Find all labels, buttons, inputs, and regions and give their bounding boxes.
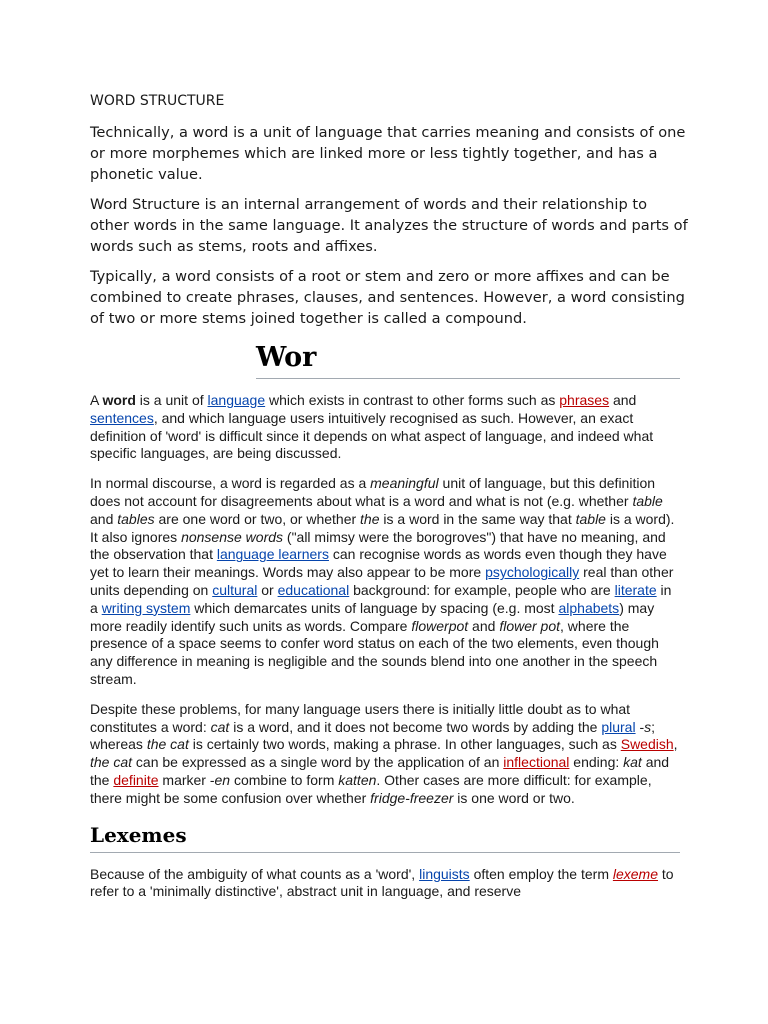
- text: unit of language, but this definition does not account for disagreements about what is a word and what is not (e.g. whether: [90, 475, 656, 509]
- text: to refer to a 'minimally distinctive', abstract unit in language, and reserve: [90, 865, 674, 900]
- text: is a word in the same way that: [379, 510, 576, 527]
- wiki-paragraph-3: [90, 701, 680, 808]
- text: can be expressed as a single word by the application of an: [132, 754, 504, 771]
- section-heading-word: Wor: [256, 340, 680, 379]
- text: is a word). It also ignores: [90, 510, 675, 545]
- text: marker -: [158, 771, 215, 788]
- link-writing-system[interactable]: writing system: [101, 599, 191, 616]
- italic-term: en: [214, 771, 231, 788]
- text: ending:: [569, 754, 624, 771]
- italic-term: lexeme: [612, 865, 659, 882]
- italic-term: katten: [338, 771, 377, 788]
- section-heading-lexemes: Lexemes: [90, 822, 680, 853]
- wiki-excerpt: [90, 340, 680, 901]
- wiki-paragraph-4: [90, 866, 680, 902]
- text: , where the presence of a space seems to confer word status on each of the two elements, even though any difference in meaning is negligible and the sounds blend into one another in the speech stream.: [90, 617, 659, 687]
- text: and: [609, 392, 637, 408]
- text: which exists in contrast to other forms such as: [265, 392, 560, 408]
- text: ,: [673, 736, 678, 753]
- text: can recognise words as words even though they have yet to learn their meanings. Words may also appear to be more: [90, 546, 667, 581]
- italic-term: table: [575, 510, 606, 527]
- italic-term: the cat: [146, 736, 189, 753]
- text: . Other cases are more difficult: for example, there might be some confusion over whether: [90, 771, 652, 806]
- link-alphabets[interactable]: alphabets: [558, 599, 620, 616]
- link-language[interactable]: language: [207, 392, 266, 408]
- text: , and which language users intuitively recognised as such. However, an exact definition of 'word' is difficult since it depends on what aspect of language, and indeed what specific languages, are being discussed.: [90, 409, 654, 462]
- link-swedish[interactable]: Swedish: [620, 736, 674, 753]
- text: ) may more readily identify such units as words. Compare: [90, 599, 655, 634]
- intro-paragraph-3: Typically, a word consists of a root or stem and zero or more affixes and can be combined to create phrases, clauses, and sentences. However, a word consisting of two or more stems joined together is called a compound.: [90, 268, 685, 327]
- text: is certainly two words, making a phrase. In other languages, such as: [188, 736, 621, 753]
- intro-section: [90, 92, 690, 338]
- link-definite[interactable]: definite: [113, 771, 159, 788]
- text: A: [90, 392, 103, 408]
- text: ("all mimsy were the borogroves") that have no meaning, and the observation that: [90, 528, 666, 563]
- link-phrases[interactable]: phrases: [559, 392, 610, 408]
- italic-term: table: [632, 492, 663, 509]
- text: is a unit of: [135, 392, 208, 408]
- intro-paragraph-1: Technically, a word is a unit of language that carries meaning and consists of one or more morphemes which are linked more or less tightly together, and has a phonetic value.: [90, 124, 686, 183]
- text: In normal discourse, a word is regarded as a: [90, 475, 371, 492]
- text: are one word or two, or whether: [154, 510, 361, 527]
- text: often employ the term: [469, 865, 613, 882]
- link-lexeme[interactable]: [613, 866, 658, 882]
- text: real than other units depending on: [90, 564, 674, 598]
- text: ; whereas: [90, 718, 656, 753]
- text: is one word or two.: [453, 789, 575, 806]
- link-plural[interactable]: plural: [601, 718, 636, 735]
- text: Despite these problems, for many language users there is initially little doubt as to what constitutes a word:: [90, 700, 631, 735]
- italic-term: nonsense words: [181, 528, 284, 545]
- text: Because of the ambiguity of what counts as a 'word',: [90, 865, 420, 882]
- wiki-paragraph-2: [90, 475, 680, 689]
- text: combine to form: [230, 771, 339, 788]
- link-literate[interactable]: literate: [614, 581, 657, 598]
- link-cultural[interactable]: cultural: [212, 581, 258, 598]
- text: -: [635, 718, 645, 735]
- link-psychologically[interactable]: psychologically: [485, 564, 580, 581]
- text: is a word, and it does not become two words by adding the: [229, 718, 602, 735]
- link-inflectional[interactable]: inflectional: [503, 754, 570, 771]
- italic-term: meaningful: [370, 475, 439, 492]
- text: in a: [90, 581, 672, 616]
- wiki-paragraph-1: [90, 392, 680, 463]
- text: or: [257, 581, 278, 598]
- document-title: WORD STRUCTURE: [90, 93, 225, 109]
- text: background: for example, people who are: [349, 581, 615, 598]
- italic-term: kat: [623, 754, 642, 771]
- italic-term: tables: [117, 510, 155, 527]
- text: and the: [90, 754, 670, 788]
- link-educational[interactable]: educational: [277, 581, 350, 598]
- italic-term: fridge-freezer: [370, 789, 454, 806]
- text: and: [90, 510, 118, 527]
- intro-paragraph-2: Word Structure is an internal arrangement of words and their relationship to other words in the same language. It analyzes the structure of words and parts of words such as stems, roots and affixes.: [90, 196, 688, 255]
- italic-term: cat: [210, 718, 230, 735]
- italic-term: the cat: [90, 754, 133, 771]
- link-language-learners[interactable]: language learners: [216, 546, 329, 563]
- italic-term: the: [360, 510, 380, 527]
- link-sentences[interactable]: sentences: [90, 409, 154, 426]
- italic-term: flower pot: [499, 617, 561, 634]
- italic-term: s: [644, 718, 652, 735]
- text: and: [468, 617, 500, 634]
- text: which demarcates units of language by spacing (e.g. most: [190, 599, 559, 616]
- bold-term-word: word: [102, 392, 136, 408]
- italic-term: flowerpot: [411, 617, 469, 634]
- link-linguists[interactable]: linguists: [419, 865, 470, 882]
